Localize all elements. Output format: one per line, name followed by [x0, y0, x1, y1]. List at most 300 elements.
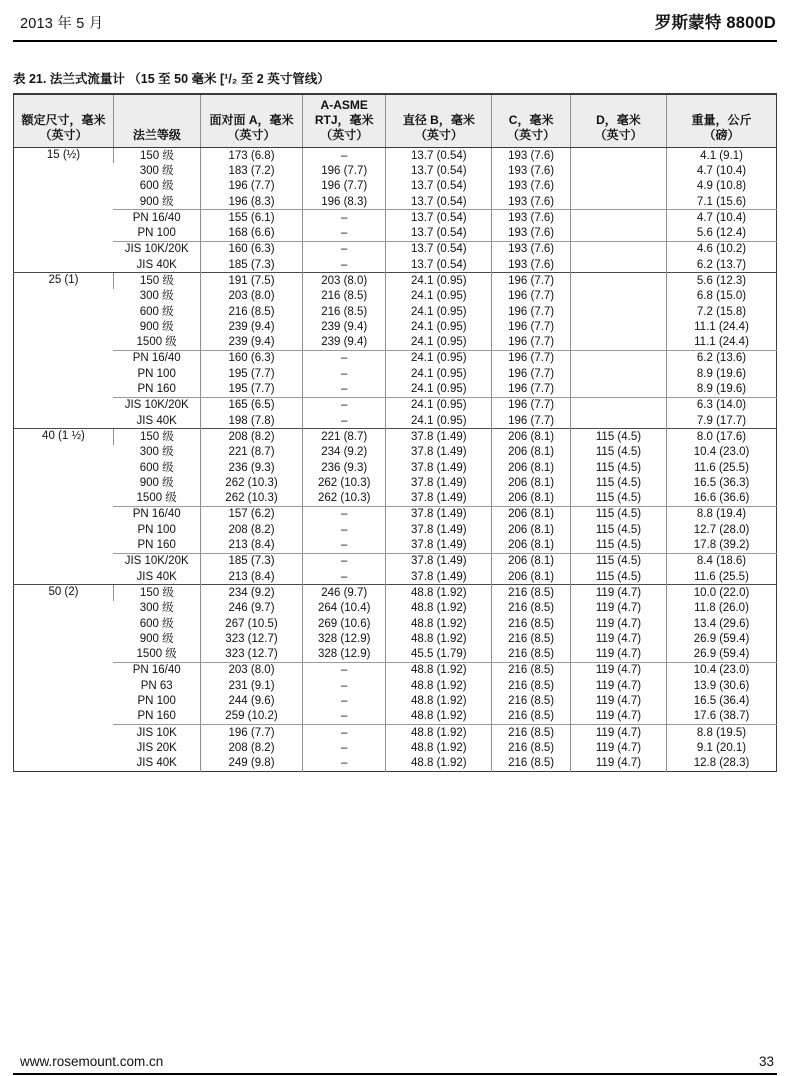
cell-c: 193 (7.6) — [492, 148, 571, 164]
cell-weight: 16.5 (36.3) — [667, 475, 777, 490]
cell-c: 196 (7.7) — [492, 304, 571, 319]
cell-a_asme_rtj: – — [303, 724, 386, 740]
cell-a_asme_rtj: – — [303, 241, 386, 257]
cell-weight: 4.1 (9.1) — [667, 148, 777, 164]
cell-flange_class: JIS 10K — [113, 724, 200, 740]
col-header-c: C，毫米 （英寸） — [492, 94, 571, 148]
cell-face_to_face_a: 267 (10.5) — [200, 616, 302, 631]
cell-d: 115 (4.5) — [570, 445, 666, 460]
cell-d — [570, 350, 666, 366]
cell-face_to_face_a: 239 (9.4) — [200, 319, 302, 334]
cell-flange_class: 300 级 — [139, 164, 174, 177]
cell-weight: 26.9 (59.4) — [667, 647, 777, 663]
cell-d: 119 (4.7) — [570, 631, 666, 646]
col-header-face_to_face_a: 面对面 A，毫米 （英寸） — [200, 94, 302, 148]
cell-d: 115 (4.5) — [570, 537, 666, 553]
cell-a_asme_rtj: 234 (9.2) — [303, 445, 386, 460]
cell-flange_class: JIS 40K — [136, 757, 177, 770]
cell-c: 206 (8.1) — [492, 569, 571, 585]
cell-flange_class: PN 63 — [140, 679, 173, 692]
cell-d — [570, 148, 666, 164]
cell-flange_class: PN 16/40 — [113, 350, 200, 366]
col-header-flange_class: 法兰等级 — [113, 94, 200, 148]
cell-weight: 4.6 (10.2) — [667, 241, 777, 257]
cell-a_asme_rtj: 262 (10.3) — [303, 475, 386, 490]
cell-flange_class: PN 16/40 — [113, 662, 200, 678]
cell-c: 216 (8.5) — [492, 585, 571, 601]
cell-weight: 11.8 (26.0) — [667, 601, 777, 616]
cell-diameter_b: 37.8 (1.49) — [386, 553, 492, 569]
cell-flange_class: JIS 10K/20K — [113, 553, 200, 569]
table-row — [14, 537, 777, 553]
cell-c: 206 (8.1) — [492, 491, 571, 507]
cell-diameter_b: 48.8 (1.92) — [386, 678, 492, 693]
cell-d: 119 (4.7) — [570, 662, 666, 678]
table-row — [14, 241, 777, 257]
table-row — [14, 163, 777, 178]
cell-weight: 9.1 (20.1) — [667, 740, 777, 755]
cell-flange_class: 150 级 — [113, 273, 200, 289]
cell-c: 196 (7.7) — [492, 289, 571, 304]
cell-diameter_b: 48.8 (1.92) — [386, 724, 492, 740]
cell-c: 206 (8.1) — [492, 506, 571, 522]
cell-diameter_b: 24.1 (0.95) — [386, 366, 492, 381]
cell-weight: 6.8 (15.0) — [667, 289, 777, 304]
cell-face_to_face_a: 203 (8.0) — [200, 289, 302, 304]
cell-a_asme_rtj: – — [303, 740, 386, 755]
cell-flange_class: PN 16/40 — [113, 210, 200, 226]
cell-diameter_b: 37.8 (1.49) — [386, 506, 492, 522]
table-row — [14, 506, 777, 522]
header-divider — [13, 40, 777, 42]
cell-face_to_face_a: 262 (10.3) — [200, 491, 302, 507]
cell-weight: 7.9 (17.7) — [667, 413, 777, 429]
cell-face_to_face_a: 236 (9.3) — [200, 460, 302, 475]
table-header — [14, 94, 777, 148]
table-row — [14, 257, 777, 273]
cell-c: 216 (8.5) — [492, 740, 571, 755]
cell-a_asme_rtj: 239 (9.4) — [303, 319, 386, 334]
cell-weight: 17.6 (38.7) — [667, 709, 777, 725]
cell-diameter_b: 24.1 (0.95) — [386, 273, 492, 289]
cell-d: 119 (4.7) — [570, 693, 666, 708]
cell-flange_class: 600 级 — [139, 617, 174, 630]
table-row — [14, 335, 777, 351]
cell-c: 216 (8.5) — [492, 724, 571, 740]
col-header-d: D，毫米 （英寸） — [570, 94, 666, 148]
cell-c: 196 (7.7) — [492, 413, 571, 429]
cell-c: 206 (8.1) — [492, 460, 571, 475]
cell-weight: 5.6 (12.3) — [667, 273, 777, 289]
table-row — [14, 678, 777, 693]
cell-a_asme_rtj: – — [303, 381, 386, 397]
cell-diameter_b: 24.1 (0.95) — [386, 397, 492, 413]
cell-a_asme_rtj: 236 (9.3) — [303, 460, 386, 475]
cell-face_to_face_a: 196 (7.7) — [200, 179, 302, 194]
cell-d — [570, 241, 666, 257]
cell-weight: 6.3 (14.0) — [667, 397, 777, 413]
cell-weight: 4.7 (10.4) — [667, 210, 777, 226]
cell-a_asme_rtj: – — [303, 678, 386, 693]
footer-page-number: 33 — [758, 1054, 774, 1069]
cell-d — [570, 397, 666, 413]
cell-flange_class: 900 级 — [139, 476, 174, 489]
table-row — [14, 273, 777, 289]
cell-diameter_b: 37.8 (1.49) — [386, 569, 492, 585]
cell-diameter_b: 13.7 (0.54) — [386, 163, 492, 178]
cell-weight: 11.6 (25.5) — [667, 569, 777, 585]
cell-face_to_face_a: 173 (6.8) — [200, 148, 302, 164]
cell-a_asme_rtj: – — [303, 537, 386, 553]
cell-a_asme_rtj: 203 (8.0) — [303, 273, 386, 289]
cell-flange_class: JIS 40K — [136, 414, 177, 427]
cell-flange_class: 1500 级 — [136, 492, 177, 505]
cell-weight: 5.6 (12.4) — [667, 225, 777, 241]
cell-c: 193 (7.6) — [492, 210, 571, 226]
cell-face_to_face_a: 221 (8.7) — [200, 445, 302, 460]
cell-flange_class: JIS 40K — [136, 570, 177, 583]
cell-face_to_face_a: 208 (8.2) — [200, 429, 302, 445]
cell-c: 193 (7.6) — [492, 257, 571, 273]
cell-c: 196 (7.7) — [492, 273, 571, 289]
table-row — [14, 709, 777, 725]
cell-d: 115 (4.5) — [570, 522, 666, 537]
cell-face_to_face_a: 216 (8.5) — [200, 304, 302, 319]
cell-a_asme_rtj: – — [303, 350, 386, 366]
cell-diameter_b: 48.8 (1.92) — [386, 740, 492, 755]
table-row — [14, 631, 777, 646]
cell-flange_class: 150 级 — [113, 585, 200, 601]
cell-a_asme_rtj: 328 (12.9) — [303, 647, 386, 663]
cell-d — [570, 413, 666, 429]
cell-c: 216 (8.5) — [492, 678, 571, 693]
table-row — [14, 740, 777, 755]
cell-diameter_b: 24.1 (0.95) — [386, 381, 492, 397]
table-row — [14, 445, 777, 460]
cell-weight: 11.1 (24.4) — [667, 335, 777, 351]
cell-weight: 8.0 (17.6) — [667, 429, 777, 445]
table-row — [14, 569, 777, 585]
cell-flange_class: JIS 40K — [136, 258, 177, 271]
cell-d: 119 (4.7) — [570, 647, 666, 663]
cell-flange_class: 600 级 — [139, 305, 174, 318]
cell-a_asme_rtj: – — [303, 756, 386, 772]
cell-flange_class: JIS 10K/20K — [113, 397, 200, 413]
cell-flange_class: 1500 级 — [136, 648, 177, 661]
cell-d: 115 (4.5) — [570, 506, 666, 522]
header-date: 2013 年 5 月 — [20, 16, 104, 32]
cell-a_asme_rtj: – — [303, 257, 386, 273]
cell-weight: 7.1 (15.6) — [667, 194, 777, 210]
cell-c: 216 (8.5) — [492, 631, 571, 646]
cell-diameter_b: 37.8 (1.49) — [386, 537, 492, 553]
cell-c: 206 (8.1) — [492, 445, 571, 460]
cell-diameter_b: 48.8 (1.92) — [386, 662, 492, 678]
cell-flange_class: PN 100 — [137, 367, 176, 380]
cell-d — [570, 257, 666, 273]
cell-weight: 26.9 (59.4) — [667, 631, 777, 646]
cell-face_to_face_a: 262 (10.3) — [200, 475, 302, 490]
cell-flange_class: 300 级 — [139, 290, 174, 303]
cell-weight: 8.8 (19.4) — [667, 506, 777, 522]
cell-a_asme_rtj: – — [303, 413, 386, 429]
table-row — [14, 522, 777, 537]
cell-a_asme_rtj: – — [303, 397, 386, 413]
cell-face_to_face_a: 168 (6.6) — [200, 225, 302, 241]
cell-a_asme_rtj: 196 (8.3) — [303, 194, 386, 210]
cell-diameter_b: 37.8 (1.49) — [386, 460, 492, 475]
cell-a_asme_rtj: – — [303, 506, 386, 522]
cell-weight: 10.4 (23.0) — [667, 445, 777, 460]
col-header-size: 额定尺寸，毫米 （英寸） — [14, 94, 114, 148]
table-row — [14, 460, 777, 475]
cell-flange_class: 150 级 — [113, 429, 200, 445]
cell-diameter_b: 24.1 (0.95) — [386, 413, 492, 429]
cell-a_asme_rtj: – — [303, 366, 386, 381]
cell-diameter_b: 24.1 (0.95) — [386, 335, 492, 351]
cell-weight: 11.1 (24.4) — [667, 319, 777, 334]
cell-c: 206 (8.1) — [492, 537, 571, 553]
cell-face_to_face_a: 183 (7.2) — [200, 163, 302, 178]
cell-weight: 8.4 (18.6) — [667, 553, 777, 569]
cell-diameter_b: 48.8 (1.92) — [386, 631, 492, 646]
cell-face_to_face_a: 208 (8.2) — [200, 740, 302, 755]
table-row — [14, 210, 777, 226]
cell-c: 193 (7.6) — [492, 194, 571, 210]
cell-c: 216 (8.5) — [492, 616, 571, 631]
cell-a_asme_rtj: 196 (7.7) — [303, 179, 386, 194]
cell-c: 216 (8.5) — [492, 647, 571, 663]
col-header-diameter_b: 直径 B，毫米 （英寸） — [386, 94, 492, 148]
table-row — [14, 304, 777, 319]
cell-c: 206 (8.1) — [492, 429, 571, 445]
table-row — [14, 148, 777, 164]
cell-d: 119 (4.7) — [570, 678, 666, 693]
table-header-row — [14, 94, 777, 148]
cell-a_asme_rtj: – — [303, 210, 386, 226]
cell-diameter_b: 13.7 (0.54) — [386, 225, 492, 241]
cell-face_to_face_a: 239 (9.4) — [200, 335, 302, 351]
cell-size: 15 (½) — [14, 148, 114, 273]
cell-face_to_face_a: 213 (8.4) — [200, 569, 302, 585]
cell-face_to_face_a: 196 (8.3) — [200, 194, 302, 210]
cell-a_asme_rtj: 196 (7.7) — [303, 163, 386, 178]
cell-flange_class: 300 级 — [139, 602, 174, 615]
cell-weight: 16.6 (36.6) — [667, 491, 777, 507]
cell-face_to_face_a: 155 (6.1) — [200, 210, 302, 226]
cell-face_to_face_a: 249 (9.8) — [200, 756, 302, 772]
cell-d — [570, 225, 666, 241]
cell-flange_class: PN 160 — [137, 383, 176, 396]
cell-flange_class: 600 级 — [139, 461, 174, 474]
table-row — [14, 647, 777, 663]
cell-face_to_face_a: 185 (7.3) — [200, 257, 302, 273]
flange-flowmeter-table — [13, 93, 777, 772]
cell-flange_class: PN 16/40 — [113, 506, 200, 522]
table-row — [14, 429, 777, 445]
cell-a_asme_rtj: 264 (10.4) — [303, 601, 386, 616]
table-row — [14, 381, 777, 397]
cell-face_to_face_a: 208 (8.2) — [200, 522, 302, 537]
header-product-title: 罗斯蒙特 8800D — [654, 14, 776, 32]
cell-weight: 4.7 (10.4) — [667, 163, 777, 178]
cell-d — [570, 210, 666, 226]
cell-face_to_face_a: 160 (6.3) — [200, 241, 302, 257]
cell-c: 216 (8.5) — [492, 662, 571, 678]
cell-flange_class: 900 级 — [139, 632, 174, 645]
cell-flange_class: 150 级 — [113, 148, 200, 164]
cell-weight: 13.9 (30.6) — [667, 678, 777, 693]
col-header-a_asme_rtj: A-ASME RTJ，毫米 （英寸） — [303, 94, 386, 148]
cell-flange_class: 900 级 — [139, 320, 174, 333]
cell-d: 119 (4.7) — [570, 585, 666, 601]
cell-weight: 10.0 (22.0) — [667, 585, 777, 601]
table-row — [14, 225, 777, 241]
cell-diameter_b: 24.1 (0.95) — [386, 304, 492, 319]
cell-diameter_b: 13.7 (0.54) — [386, 179, 492, 194]
cell-c: 196 (7.7) — [492, 350, 571, 366]
cell-c: 206 (8.1) — [492, 522, 571, 537]
cell-face_to_face_a: 195 (7.7) — [200, 366, 302, 381]
cell-diameter_b: 48.8 (1.92) — [386, 693, 492, 708]
cell-face_to_face_a: 157 (6.2) — [200, 506, 302, 522]
cell-c: 193 (7.6) — [492, 179, 571, 194]
table-row — [14, 662, 777, 678]
table-row — [14, 601, 777, 616]
cell-face_to_face_a: 259 (10.2) — [200, 709, 302, 725]
cell-diameter_b: 48.8 (1.92) — [386, 756, 492, 772]
cell-diameter_b: 24.1 (0.95) — [386, 319, 492, 334]
cell-c: 196 (7.7) — [492, 366, 571, 381]
cell-d: 119 (4.7) — [570, 756, 666, 772]
table-row — [14, 397, 777, 413]
cell-d: 119 (4.7) — [570, 601, 666, 616]
cell-d — [570, 273, 666, 289]
table-row — [14, 616, 777, 631]
cell-d: 115 (4.5) — [570, 553, 666, 569]
cell-diameter_b: 37.8 (1.49) — [386, 475, 492, 490]
cell-flange_class: 1500 级 — [136, 336, 177, 349]
cell-d — [570, 319, 666, 334]
cell-weight: 8.9 (19.6) — [667, 381, 777, 397]
cell-a_asme_rtj: – — [303, 225, 386, 241]
cell-a_asme_rtj: 269 (10.6) — [303, 616, 386, 631]
cell-a_asme_rtj: 328 (12.9) — [303, 631, 386, 646]
cell-face_to_face_a: 234 (9.2) — [200, 585, 302, 601]
cell-face_to_face_a: 213 (8.4) — [200, 537, 302, 553]
table-row — [14, 475, 777, 490]
cell-diameter_b: 13.7 (0.54) — [386, 148, 492, 164]
cell-face_to_face_a: 231 (9.1) — [200, 678, 302, 693]
cell-diameter_b: 13.7 (0.54) — [386, 257, 492, 273]
cell-a_asme_rtj: – — [303, 709, 386, 725]
cell-flange_class: PN 100 — [137, 695, 176, 707]
cell-a_asme_rtj: 239 (9.4) — [303, 335, 386, 351]
cell-face_to_face_a: 196 (7.7) — [200, 724, 302, 740]
table-row — [14, 724, 777, 740]
cell-diameter_b: 37.8 (1.49) — [386, 522, 492, 537]
cell-diameter_b: 37.8 (1.49) — [386, 445, 492, 460]
cell-d — [570, 304, 666, 319]
cell-face_to_face_a: 203 (8.0) — [200, 662, 302, 678]
cell-d — [570, 179, 666, 194]
cell-c: 216 (8.5) — [492, 693, 571, 708]
cell-d — [570, 289, 666, 304]
cell-weight: 8.9 (19.6) — [667, 366, 777, 381]
cell-c: 193 (7.6) — [492, 225, 571, 241]
cell-diameter_b: 45.5 (1.79) — [386, 647, 492, 663]
cell-c: 216 (8.5) — [492, 709, 571, 725]
col-header-weight: 重量，公斤 （磅） — [667, 94, 777, 148]
table-row — [14, 491, 777, 507]
cell-c: 216 (8.5) — [492, 601, 571, 616]
cell-c: 206 (8.1) — [492, 553, 571, 569]
cell-d: 115 (4.5) — [570, 460, 666, 475]
cell-flange_class: PN 160 — [137, 710, 176, 723]
cell-c: 206 (8.1) — [492, 475, 571, 490]
table-row — [14, 366, 777, 381]
cell-face_to_face_a: 185 (7.3) — [200, 553, 302, 569]
cell-a_asme_rtj: 246 (9.7) — [303, 585, 386, 601]
cell-a_asme_rtj: – — [303, 662, 386, 678]
cell-a_asme_rtj: – — [303, 522, 386, 537]
cell-d: 115 (4.5) — [570, 491, 666, 507]
cell-diameter_b: 24.1 (0.95) — [386, 289, 492, 304]
footer-url: www.rosemount.com.cn — [20, 1054, 164, 1069]
cell-face_to_face_a: 191 (7.5) — [200, 273, 302, 289]
cell-diameter_b: 13.7 (0.54) — [386, 194, 492, 210]
cell-d: 115 (4.5) — [570, 569, 666, 585]
cell-face_to_face_a: 198 (7.8) — [200, 413, 302, 429]
cell-a_asme_rtj: 262 (10.3) — [303, 491, 386, 507]
cell-d — [570, 366, 666, 381]
cell-a_asme_rtj: – — [303, 148, 386, 164]
cell-diameter_b: 48.8 (1.92) — [386, 616, 492, 631]
cell-size: 25 (1) — [14, 273, 114, 429]
cell-weight: 6.2 (13.6) — [667, 350, 777, 366]
cell-weight: 12.7 (28.0) — [667, 522, 777, 537]
cell-weight: 11.6 (25.5) — [667, 460, 777, 475]
cell-diameter_b: 13.7 (0.54) — [386, 210, 492, 226]
cell-face_to_face_a: 246 (9.7) — [200, 601, 302, 616]
cell-d — [570, 335, 666, 351]
cell-flange_class: PN 100 — [137, 523, 176, 536]
table-row — [14, 179, 777, 194]
cell-face_to_face_a: 195 (7.7) — [200, 381, 302, 397]
cell-a_asme_rtj: 221 (8.7) — [303, 429, 386, 445]
cell-c: 196 (7.7) — [492, 319, 571, 334]
cell-weight: 10.4 (23.0) — [667, 662, 777, 678]
cell-c: 196 (7.7) — [492, 335, 571, 351]
cell-weight: 4.9 (10.8) — [667, 179, 777, 194]
cell-c: 196 (7.7) — [492, 397, 571, 413]
cell-size: 50 (2) — [14, 585, 114, 772]
cell-d: 119 (4.7) — [570, 724, 666, 740]
cell-weight: 12.8 (28.3) — [667, 756, 777, 772]
cell-weight: 17.8 (39.2) — [667, 537, 777, 553]
cell-diameter_b: 37.8 (1.49) — [386, 429, 492, 445]
cell-d: 119 (4.7) — [570, 616, 666, 631]
cell-diameter_b: 48.8 (1.92) — [386, 601, 492, 616]
cell-a_asme_rtj: – — [303, 569, 386, 585]
cell-weight: 8.8 (19.5) — [667, 724, 777, 740]
cell-flange_class: 600 级 — [139, 180, 174, 193]
cell-c: 193 (7.6) — [492, 163, 571, 178]
cell-a_asme_rtj: 216 (8.5) — [303, 289, 386, 304]
cell-flange_class: JIS 10K/20K — [113, 241, 200, 257]
cell-a_asme_rtj: – — [303, 693, 386, 708]
cell-d: 119 (4.7) — [570, 709, 666, 725]
